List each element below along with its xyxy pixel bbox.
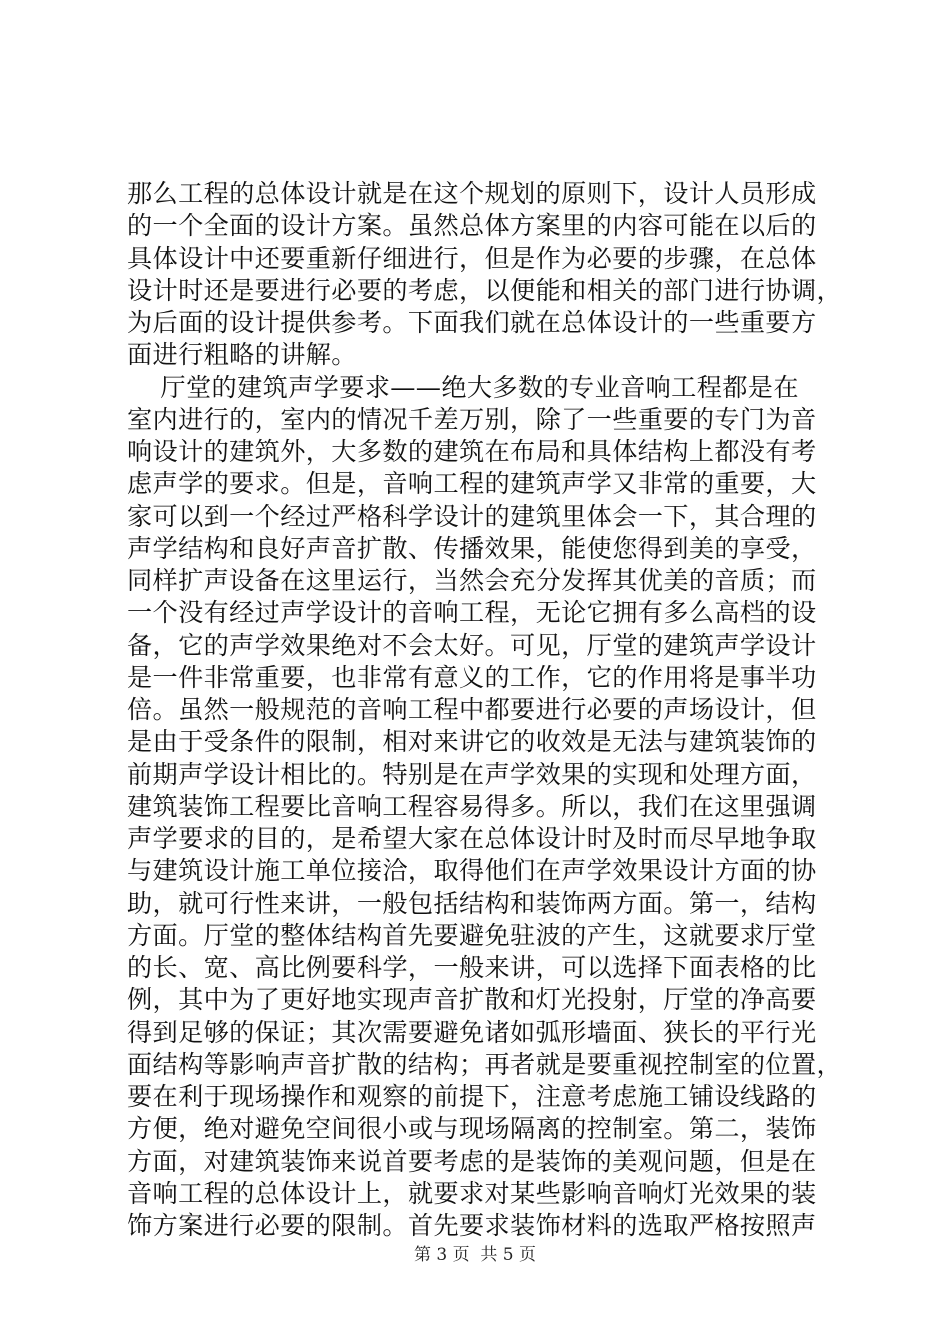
text-line: 那么工程的总体设计就是在这个规划的原则下，设计人员形成 — [127, 179, 817, 208]
text-line: 得到足够的保证；其次需要避免诸如弧形墙面、狭长的平行光 — [127, 1017, 817, 1047]
text-line: 声学结构和良好声音扩散、传播效果，能使您得到美的享受， — [127, 533, 817, 563]
text-line: 倍。虽然一般规范的音响工程中都要进行必要的声场设计，但 — [127, 695, 817, 724]
text-line: 备，它的声学效果绝对不会太好。可见，厅堂的建筑声学设计 — [127, 630, 817, 660]
text-line: 例，其中为了更好地实现声音扩散和灯光投射，厅堂的净高要 — [127, 985, 817, 1015]
text-line: 与建筑设计施工单位接洽，取得他们在声学效果设计方面的协 — [127, 856, 817, 886]
text-line: 面进行粗略的讲解。 — [127, 340, 357, 370]
text-line: 虑声学的要求。但是，音响工程的建筑声学又非常的重要，大 — [127, 469, 817, 499]
body-text — [127, 178, 847, 1242]
text-line: 一个没有经过声学设计的音响工程，无论它拥有多么高档的设 — [127, 598, 817, 628]
text-line: 家可以到一个经过严格科学设计的建筑里体会一下，其合理的 — [127, 501, 817, 531]
text-line: 设计时还是要进行必要的考虑，以便能和相关的部门进行协调， — [127, 275, 843, 305]
text-line: 要在利于现场操作和观察的前提下，注意考虑施工铺设线路的 — [127, 1082, 817, 1111]
text-line: 饰方案进行必要的限制。首先要求装饰材料的选取严格按照声 — [127, 1211, 817, 1240]
text-line: 厅堂的建筑声学要求——绝大多数的专业音响工程都是在 — [127, 372, 799, 402]
text-line: 室内进行的，室内的情况千差万别，除了一些重要的专门为音 — [127, 404, 817, 434]
text-line: 为后面的设计提供参考。下面我们就在总体设计的一些重要方 — [127, 308, 817, 337]
text-line: 面结构等影响声音扩散的结构；再者就是要重视控制室的位置， — [127, 1049, 843, 1079]
text-line: 的长、宽、高比例要科学，一般来讲，可以选择下面表格的比 — [127, 953, 817, 982]
text-line: 前期声学设计相比的。特别是在声学效果的实现和处理方面， — [127, 759, 817, 789]
text-line: 同样扩声设备在这里运行，当然会充分发挥其优美的音质；而 — [127, 566, 817, 595]
text-line: 响设计的建筑外，大多数的建筑在布局和具体结构上都没有考 — [127, 437, 817, 466]
text-line: 具体设计中还要重新仔细进行，但是作为必要的步骤，在总体 — [127, 243, 817, 273]
page-footer: 第 3 页 共 5 页 — [413, 1245, 537, 1265]
text-line: 的一个全面的设计方案。虽然总体方案里的内容可能在以后的 — [127, 211, 817, 241]
text-line: 方面，对建筑装饰来说首要考虑的是装饰的美观问题，但是在 — [127, 1146, 817, 1176]
text-line: 是一件非常重要，也非常有意义的工作，它的作用将是事半功 — [127, 662, 817, 692]
text-line: 音响工程的总体设计上，就要求对某些影响音响灯光效果的装 — [127, 1178, 817, 1208]
text-line: 方便，绝对避免空间很小或与现场隔离的控制室。第二，装饰 — [127, 1114, 817, 1144]
text-line: 助，就可行性来讲，一般包括结构和装饰两方面。第一，结构 — [127, 888, 817, 918]
text-line: 是由于受条件的限制，相对来讲它的收效是无法与建筑装饰的 — [127, 727, 817, 757]
text-line: 方面。厅堂的整体结构首先要避免驻波的产生，这就要求厅堂 — [127, 920, 817, 950]
text-line: 建筑装饰工程要比音响工程容易得多。所以，我们在这里强调 — [127, 791, 817, 821]
text-line: 声学要求的目的，是希望大家在总体设计时及时而尽早地争取 — [127, 824, 817, 853]
